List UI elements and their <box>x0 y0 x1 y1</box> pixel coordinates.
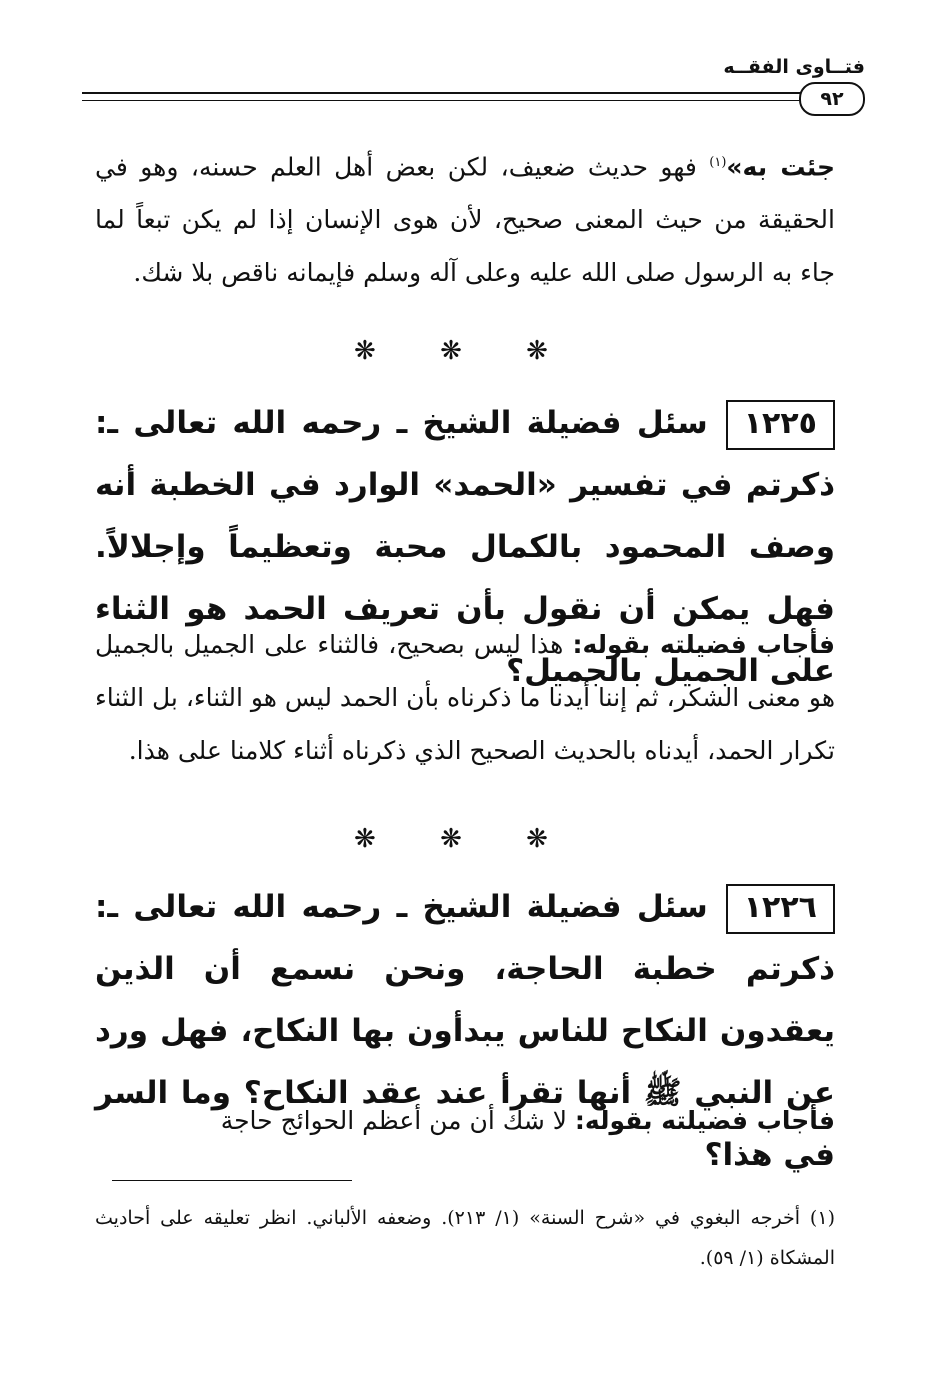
footnote-rule <box>112 1180 352 1181</box>
answer-lead: فأجاب فضيلته بقوله: <box>574 1106 835 1135</box>
stars-divider: ❋ ❋ ❋ <box>354 824 576 854</box>
answer-text: هذا ليس بصحيح، فالثناء على الجميل بالجميل هو معنى الشكر، ثم إننا أيدنا ما ذكرناه بأن الحمد ليس هو الثناء، بل الثناء تكرار الحمد، أيدناه بالحديث الصحيح الذي ذكرناه أثناء كلامنا على هذا. <box>95 630 836 765</box>
separator-2 <box>95 824 835 854</box>
page-number: ٩٢ <box>799 82 865 116</box>
intro-text: فهو حديث ضعيف، لكن بعض أهل العلم حسنه، وهو في الحقيقة من حيث المعنى صحيح، لأن هوى الإنسان إذا لم يكن تبعاً لما جاء به الرسول صلى الله عليه وعلى آله وسلم فإيمانه ناقص بلا شك. <box>95 152 835 288</box>
footnote: (١) أخرجه البغوي في «شرح السنة» (١/ ٢١٣). وضعفه الألباني. انظر تعليقه على أحاديث المشكاة (١/ ٥٩). <box>95 1207 835 1269</box>
question-text: سئل فضيلة الشيخ ـ رحمه الله تعالى ـ: ذكرتم في تفسير «الحمد» الوارد في الخطبة أنه وصف المحمود بالكمال محبة وتعظيماً وإجلالاً. فهل يمكن أن نقول بأن تعريف الحمد هو الثناء على الجميل بالجميل؟ <box>95 405 835 689</box>
header-rule-thin <box>82 100 837 101</box>
separator-1 <box>95 336 835 366</box>
answer-1225 <box>95 618 835 777</box>
answer-lead: فأجاب فضيلته بقوله: <box>572 630 835 659</box>
question-number: ١٢٢٥ <box>726 400 835 450</box>
intro-lead: جئت به» <box>726 152 836 182</box>
answer-text: لا شك أن من أعظم الحوائج حاجة <box>220 1106 575 1135</box>
header-rule <box>82 92 837 94</box>
footnote-marker[interactable]: (١) <box>709 155 727 170</box>
running-header-title: فتــاوى الفقــه <box>723 56 865 78</box>
answer-1226 <box>95 1094 835 1147</box>
stars-divider: ❋ ❋ ❋ <box>354 336 576 366</box>
question-number: ١٢٢٦ <box>726 884 835 934</box>
question-text: سئل فضيلة الشيخ ـ رحمه الله تعالى ـ: ذكرتم خطبة الحاجة، ونحن نسمع أن الذين يعقدون النكاح للناس يبدأون بها النكاح، فهل ورد عن النبي ﷺ أنها تقرأ عند عقد النكاح؟ وما السر في هذا؟ <box>95 889 835 1173</box>
intro-paragraph <box>95 136 835 299</box>
